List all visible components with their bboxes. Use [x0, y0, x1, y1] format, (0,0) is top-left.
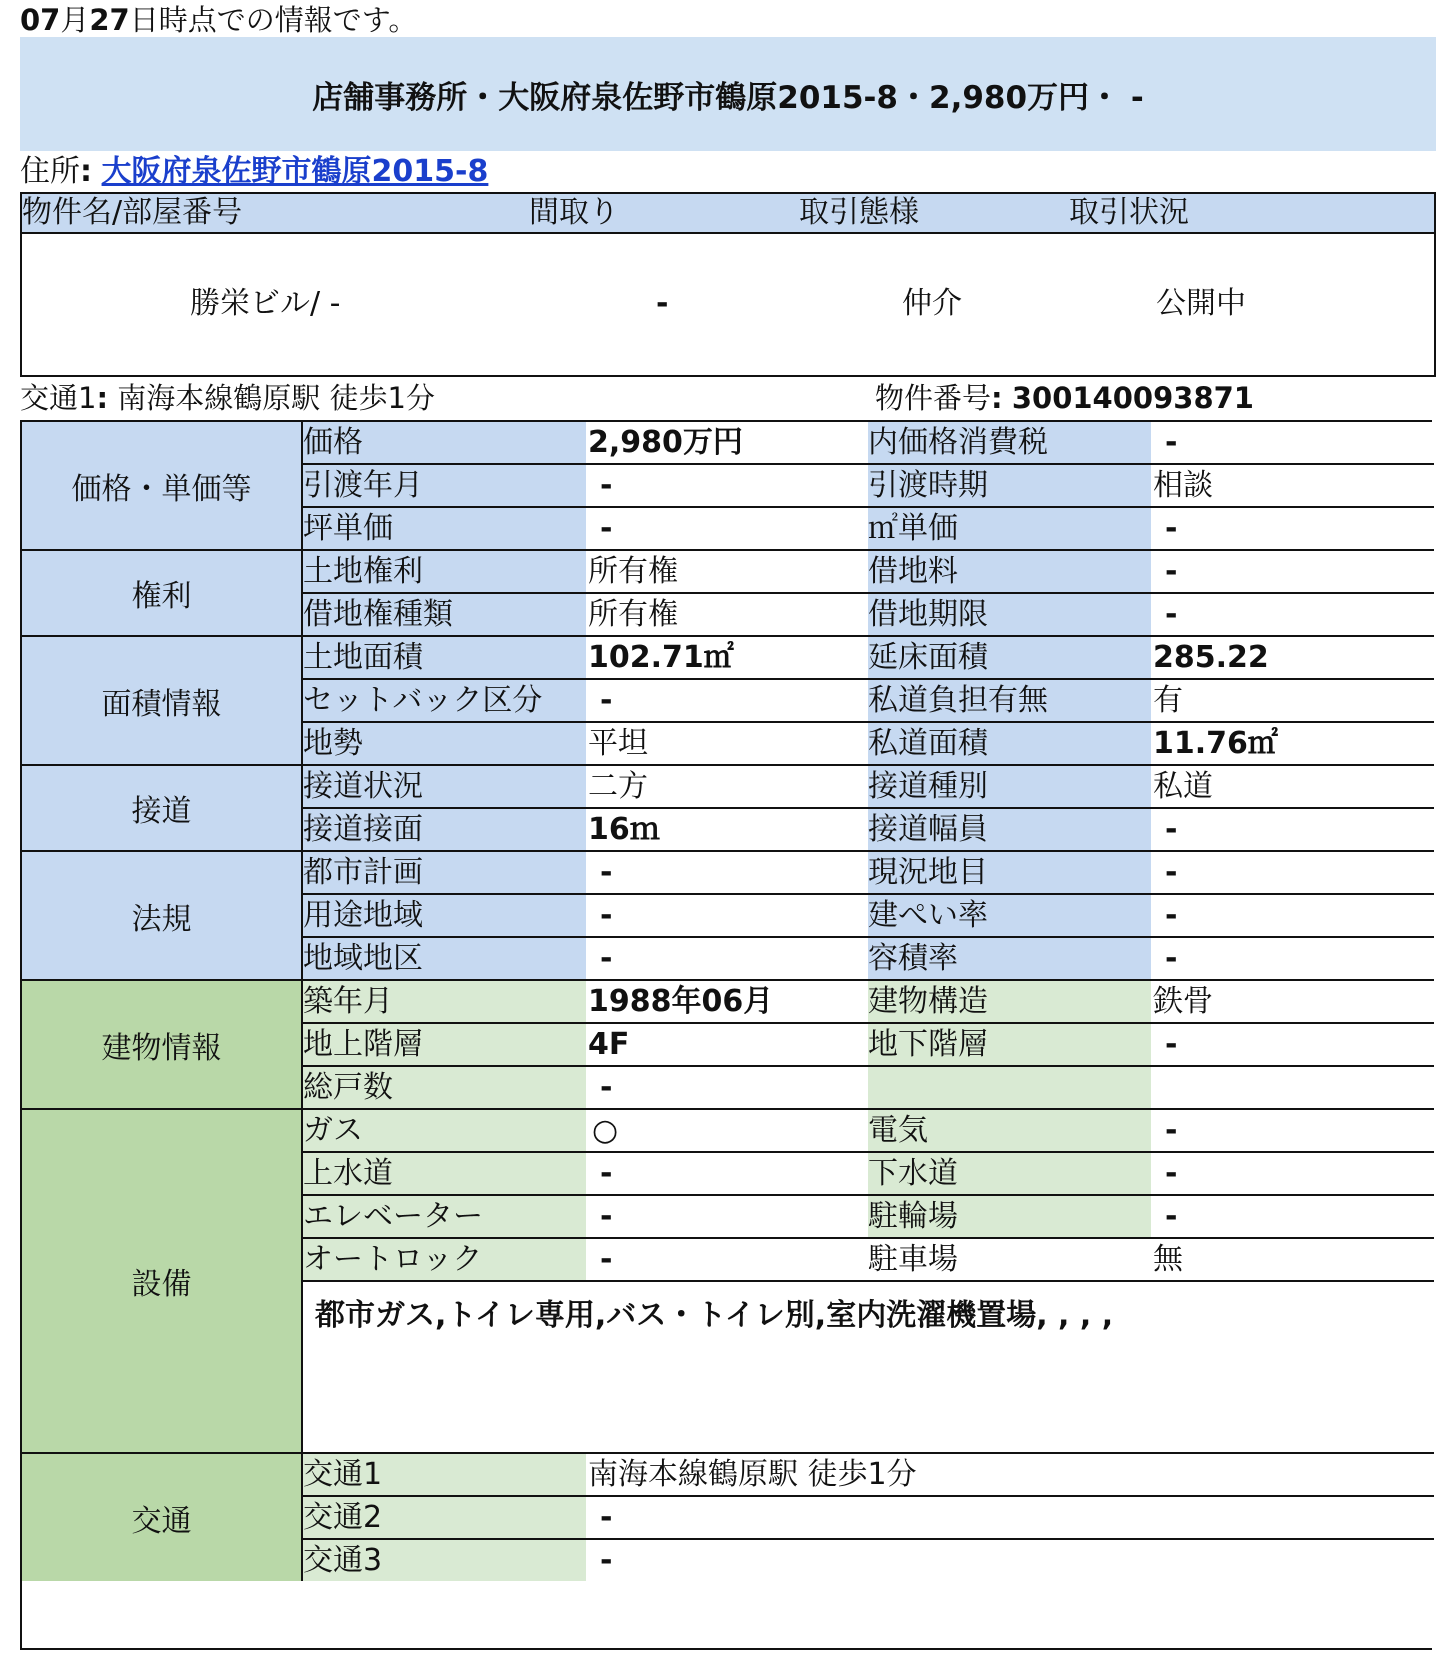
label-price: 価格: [303, 422, 586, 465]
value-road-width: -: [1151, 809, 1434, 852]
value-district: -: [586, 938, 868, 981]
label-road-status: 接道状況: [303, 766, 586, 809]
label-road-type: 接道種別: [868, 766, 1151, 809]
property-number-label: 物件番号: [875, 381, 992, 415]
value-structure: 鉄骨: [1151, 981, 1434, 1024]
label-ground-rent: 借地料: [868, 551, 1151, 594]
label-transport-1: 交通1: [303, 1454, 586, 1497]
label-tsubo-price: 坪単価: [303, 508, 586, 551]
label-lease-type: 借地権種類: [303, 594, 586, 637]
value-road-frontage: 16ｍ: [586, 809, 868, 852]
label-setback: セットバック区分: [303, 680, 586, 723]
label-terrain: 地勢: [303, 723, 586, 766]
address-link[interactable]: 大阪府泉佐野市鶴原2015-8: [101, 154, 489, 189]
value-floor-area-ratio: -: [1151, 938, 1434, 981]
summary-layout: -: [656, 286, 669, 321]
summary-header-deal-status: 取引状況: [1069, 195, 1189, 230]
label-city-plan: 都市計画: [303, 852, 586, 895]
summary-header-layout: 間取り: [529, 195, 619, 230]
value-floor-area: 285.22: [1151, 637, 1434, 680]
access-value: 南海本線鶴原駅 徒歩1分: [117, 381, 435, 415]
label-land-category: 現況地目: [868, 852, 1151, 895]
label-total-units: 総戸数: [303, 1067, 586, 1110]
value-road-type: 私道: [1151, 766, 1434, 809]
value-empty: [1151, 1067, 1434, 1110]
label-floor-area-ratio: 容積率: [868, 938, 1151, 981]
label-tax: 内価格消費税: [868, 422, 1151, 465]
label-floors-below: 地下階層: [868, 1024, 1151, 1067]
label-floor-area: 延床面積: [868, 637, 1151, 680]
date-month-char: 月: [60, 3, 90, 37]
summary-header: [20, 192, 1436, 232]
section-rights-title: 権利: [22, 551, 303, 637]
address-colon: :: [80, 154, 92, 189]
property-number: [875, 380, 1254, 416]
section-price-title: 価格・単価等: [22, 422, 303, 551]
label-transport-3: 交通3: [303, 1540, 586, 1581]
summary-header-name: 物件名/部屋番号: [22, 195, 243, 230]
equipment-note: 都市ガス,トイレ専用,バス・トイレ別,室内洗濯機置場, , , ,: [303, 1282, 1434, 1454]
value-land-category: -: [1151, 852, 1434, 895]
detail-table: [20, 420, 1432, 1650]
value-gas: ○: [586, 1110, 868, 1153]
value-city-plan: -: [586, 852, 868, 895]
section-law-title: 法規: [22, 852, 303, 981]
value-delivery-month: -: [586, 465, 868, 508]
address-label: 住所: [20, 154, 80, 189]
value-parking: 無: [1151, 1239, 1434, 1282]
date-month-number: 07: [20, 3, 61, 37]
value-transport-3: -: [586, 1540, 1434, 1581]
value-tax: -: [1151, 422, 1434, 465]
value-electricity: -: [1151, 1110, 1434, 1153]
value-coverage-ratio: -: [1151, 895, 1434, 938]
label-floors-above: 地上階層: [303, 1024, 586, 1067]
label-bicycle-parking: 駐輪場: [868, 1196, 1151, 1239]
value-private-road: 有: [1151, 680, 1434, 723]
value-total-units: -: [586, 1067, 868, 1110]
info-date: [20, 2, 417, 38]
label-built-date: 築年月: [303, 981, 586, 1024]
value-elevator: -: [586, 1196, 868, 1239]
label-zoning: 用途地域: [303, 895, 586, 938]
label-elevator: エレベーター: [303, 1196, 586, 1239]
property-number-value: 300140093871: [1011, 381, 1254, 415]
value-road-status: 二方: [586, 766, 868, 809]
summary-name: 勝栄ビル/ -: [190, 286, 341, 321]
value-bicycle-parking: -: [1151, 1196, 1434, 1239]
label-land-area: 土地面積: [303, 637, 586, 680]
value-built-date: 1988年06月: [586, 981, 868, 1024]
date-day-number: 27: [89, 3, 130, 37]
value-tsubo-price: -: [586, 508, 868, 551]
label-electricity: 電気: [868, 1110, 1151, 1153]
section-area-title: 面積情報: [22, 637, 303, 766]
value-transport-2: -: [586, 1497, 1434, 1540]
label-delivery-time: 引渡時期: [868, 465, 1151, 508]
label-gas: ガス: [303, 1110, 586, 1153]
label-empty: [868, 1067, 1151, 1110]
value-sqm-price: -: [1151, 508, 1434, 551]
value-floors-below: -: [1151, 1024, 1434, 1067]
date-suffix: 日時点での情報です。: [129, 3, 418, 37]
summary-deal-type: 仲介: [902, 286, 962, 321]
value-transport-1: 南海本線鶴原駅 徒歩1分: [586, 1454, 1434, 1497]
label-parking: 駐車場: [868, 1239, 1151, 1282]
label-district: 地域地区: [303, 938, 586, 981]
label-road-width: 接道幅員: [868, 809, 1151, 852]
access-label: 交通1: [20, 381, 97, 415]
value-land-right: 所有権: [586, 551, 868, 594]
label-private-road: 私道負担有無: [868, 680, 1151, 723]
section-equipment-title: 設備: [22, 1110, 303, 1454]
value-land-area: 102.71㎡: [586, 637, 868, 680]
access-colon: :: [96, 381, 109, 415]
label-land-right: 土地権利: [303, 551, 586, 594]
label-coverage-ratio: 建ぺい率: [868, 895, 1151, 938]
section-road-title: 接道: [22, 766, 303, 852]
access-line: [20, 380, 435, 416]
value-price: 2,980万円: [586, 422, 868, 465]
section-building-title: 建物情報: [22, 981, 303, 1110]
label-road-frontage: 接道接面: [303, 809, 586, 852]
value-terrain: 平坦: [586, 723, 868, 766]
section-transport-title: 交通: [22, 1454, 303, 1581]
value-ground-rent: -: [1151, 551, 1434, 594]
page-title: 店舗事務所・大阪府泉佐野市鶴原2015-8・2,980万円・ -: [20, 37, 1436, 151]
label-private-road-area: 私道面積: [868, 723, 1151, 766]
label-transport-2: 交通2: [303, 1497, 586, 1540]
label-sqm-price: ㎡単価: [868, 508, 1151, 551]
label-autolock: オートロック: [303, 1239, 586, 1282]
label-water: 上水道: [303, 1153, 586, 1196]
summary-header-deal-type: 取引態様: [799, 195, 919, 230]
value-autolock: -: [586, 1239, 868, 1282]
value-lease-type: 所有権: [586, 594, 868, 637]
label-structure: 建物構造: [868, 981, 1151, 1024]
label-sewer: 下水道: [868, 1153, 1151, 1196]
value-private-road-area: 11.76㎡: [1151, 723, 1434, 766]
summary-body: [20, 232, 1436, 377]
property-number-colon: :: [991, 381, 1003, 415]
value-zoning: -: [586, 895, 868, 938]
value-floors-above: 4F: [586, 1024, 868, 1067]
label-delivery-month: 引渡年月: [303, 465, 586, 508]
value-lease-term: -: [1151, 594, 1434, 637]
summary-deal-status: 公開中: [1156, 286, 1246, 321]
value-sewer: -: [1151, 1153, 1434, 1196]
value-delivery-time: 相談: [1151, 465, 1434, 508]
label-lease-term: 借地期限: [868, 594, 1151, 637]
value-setback: -: [586, 680, 868, 723]
value-water: -: [586, 1153, 868, 1196]
address-line: [20, 152, 488, 192]
